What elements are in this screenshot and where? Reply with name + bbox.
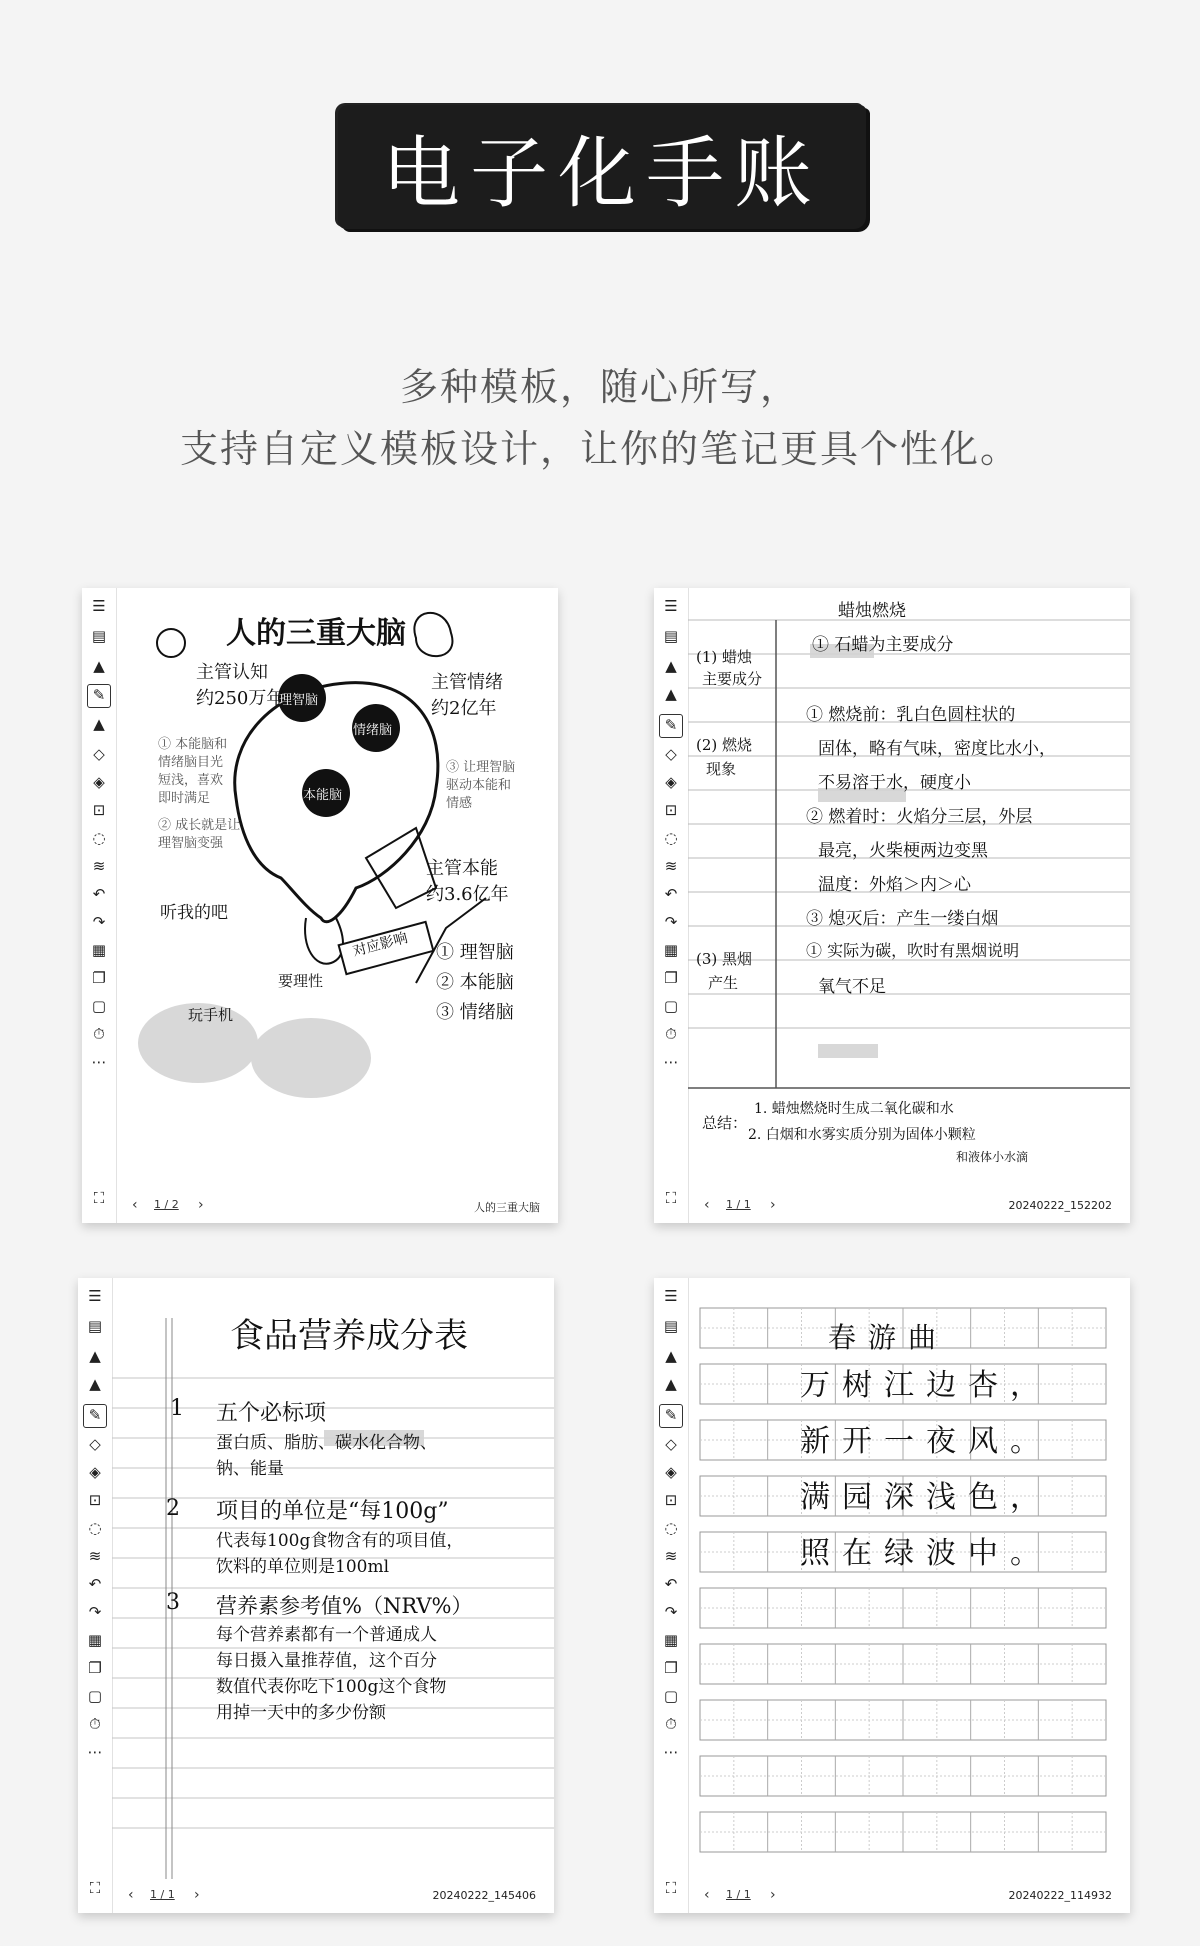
note-canvas[interactable] <box>112 1278 554 1879</box>
page-indicator[interactable]: 1 / 1 <box>726 1198 751 1211</box>
more-icon[interactable]: ⋯ <box>663 1053 679 1071</box>
undo-icon[interactable]: ↶ <box>88 1575 102 1593</box>
select-icon[interactable]: ◌ <box>664 1519 678 1537</box>
select-icon[interactable]: ◌ <box>664 829 678 847</box>
layers-icon[interactable]: ≋ <box>88 1547 102 1565</box>
note-text: 1. 蜡烛燃烧时生成二氧化碳和水 <box>754 1101 954 1117</box>
note-text: 主要成分 <box>702 670 763 688</box>
template-icon[interactable]: ▦ <box>87 1631 103 1649</box>
copy-icon[interactable]: ❐ <box>92 969 106 987</box>
lasso-icon[interactable]: ⊡ <box>92 801 106 819</box>
marker-icon[interactable]: ▲ <box>89 1375 101 1393</box>
note-text: 数值代表你吃下100g这个食物 <box>216 1677 447 1697</box>
page-footer <box>112 1879 554 1913</box>
template-icon[interactable]: ▦ <box>663 1631 679 1649</box>
note-text: 听我的吧 <box>160 903 228 923</box>
marker-icon[interactable]: ▲ <box>93 715 105 733</box>
select-icon[interactable]: ◌ <box>92 829 106 847</box>
note-text: 主管认知 <box>196 662 268 683</box>
note-text: 代表每100g食物含有的项目值， <box>216 1531 464 1551</box>
note-text: ② 燃着时：火焰分三层，外层 <box>806 807 1033 827</box>
menu-icon[interactable]: ☰ <box>664 1287 678 1305</box>
note-text: 固体，略有气味，密度比水小， <box>818 739 1056 759</box>
poem-line: 万树江边杏， <box>800 1368 1052 1403</box>
note-text: 短浅，喜欢 <box>158 773 224 788</box>
note-text: 温度：外焰＞内＞心 <box>818 875 971 895</box>
brush-icon[interactable]: ✎ <box>87 684 111 708</box>
page-icon[interactable]: ▢ <box>663 1687 679 1705</box>
note-text: ② 本能脑 <box>436 972 514 993</box>
page-footer <box>116 1189 558 1223</box>
note-canvas[interactable] <box>688 588 1130 1189</box>
toolbar <box>82 588 117 1223</box>
note-text: 蛋白质、脂肪、碳水化合物、 <box>216 1433 437 1453</box>
menu-icon[interactable]: ☰ <box>664 597 678 615</box>
copy-icon[interactable]: ❐ <box>664 1659 678 1677</box>
note-text: 主管情绪 <box>431 672 503 693</box>
undo-icon[interactable]: ↶ <box>664 885 678 903</box>
note-text: ① 燃烧前：乳白色圆柱状的 <box>806 705 1016 725</box>
subtitle-line-1: 多种模板，随心所写， <box>399 365 800 409</box>
select-icon[interactable]: ◌ <box>88 1519 102 1537</box>
undo-icon[interactable]: ↶ <box>664 1575 678 1593</box>
note-canvas[interactable] <box>116 588 558 1189</box>
poem-line: 照在绿波中。 <box>800 1536 1052 1571</box>
note-text: ① 本能脑和 <box>158 737 228 752</box>
eraser-icon[interactable]: ◇ <box>93 745 105 763</box>
timer-icon[interactable]: ⏱ <box>665 1715 677 1733</box>
note-text: 情感 <box>446 796 473 811</box>
note-text: 约2亿年 <box>431 698 497 719</box>
layers-icon[interactable]: ≋ <box>92 857 106 875</box>
more-icon[interactable]: ⋯ <box>87 1743 103 1761</box>
toolbar <box>654 588 689 1223</box>
note-text: 不易溶于水，硬度小 <box>818 773 971 793</box>
list-icon[interactable]: ▤ <box>663 1317 679 1335</box>
note-text: ③ 熄灭后：产生一缕白烟 <box>806 909 999 929</box>
pen-icon[interactable]: ▲ <box>89 1347 101 1365</box>
note-text: 总结： <box>702 1114 748 1132</box>
copy-icon[interactable]: ❐ <box>664 969 678 987</box>
page-icon[interactable]: ▢ <box>87 1687 103 1705</box>
file-name: 人的三重大脑 <box>474 1201 540 1214</box>
timer-icon[interactable]: ⏱ <box>89 1715 101 1733</box>
note-text: ② 成长就是让 <box>158 818 241 833</box>
lasso-icon[interactable]: ⊡ <box>88 1491 102 1509</box>
note-text: 产生 <box>708 974 739 992</box>
note-text: ③ 情绪脑 <box>436 1002 514 1023</box>
layers-icon[interactable]: ≋ <box>664 1547 678 1565</box>
note-title: 蜡烛燃烧 <box>838 601 906 621</box>
note-canvas[interactable] <box>688 1278 1130 1879</box>
note-text: ③ 让理智脑 <box>446 760 516 775</box>
ruled-template <box>112 1278 554 1879</box>
note-text: ① 实际为碳，吹时有黑烟说明 <box>806 941 1020 960</box>
page-icon[interactable]: ▢ <box>663 997 679 1015</box>
redo-icon[interactable]: ↷ <box>92 913 106 931</box>
eraser-stroke-icon[interactable]: ◈ <box>665 773 677 791</box>
title-banner <box>338 105 866 229</box>
eraser-stroke-icon[interactable]: ◈ <box>93 773 105 791</box>
note-text: 情绪脑目光 <box>158 755 224 770</box>
poem-title: 春游曲 <box>828 1321 949 1354</box>
list-icon[interactable]: ▤ <box>87 1317 103 1335</box>
note-text: (2) 燃烧 <box>696 736 753 754</box>
note-text: 对应影响 <box>351 929 410 960</box>
note-text: 2 <box>166 1496 180 1521</box>
list-icon[interactable]: ▤ <box>663 627 679 645</box>
note-card-poem[interactable] <box>654 1278 1130 1913</box>
note-text: 项目的单位是“每100g” <box>216 1499 449 1524</box>
fullscreen-icon[interactable]: ⛶ <box>93 1189 105 1207</box>
page-title: 电子化手账 <box>381 129 822 219</box>
note-text: 最亮，火柴梗两边变黑 <box>818 841 988 861</box>
note-text: 现象 <box>706 760 737 778</box>
undo-icon[interactable]: ↶ <box>92 885 106 903</box>
note-text: 理智脑变强 <box>158 836 224 851</box>
note-text: ① 石蜡为主要成分 <box>812 635 954 655</box>
fullscreen-icon[interactable]: ⛶ <box>665 1189 677 1207</box>
redo-icon[interactable]: ↷ <box>88 1603 102 1621</box>
note-card-brain[interactable] <box>82 588 558 1223</box>
marker-icon[interactable]: ▲ <box>665 1375 677 1393</box>
prev-page-icon[interactable]: ‹ <box>132 1197 138 1213</box>
eraser-icon[interactable]: ◇ <box>89 1435 101 1453</box>
note-card-candle[interactable] <box>654 588 1130 1223</box>
fullscreen-icon[interactable]: ⛶ <box>665 1879 677 1897</box>
prev-page-icon[interactable]: ‹ <box>704 1197 710 1213</box>
lasso-icon[interactable]: ⊡ <box>664 801 678 819</box>
prev-page-icon[interactable]: ‹ <box>704 1887 710 1903</box>
note-text: 营养素参考值%（NRV%） <box>216 1594 473 1618</box>
note-label: 情绪脑 <box>353 723 393 738</box>
note-text: 每个营养素都有一个普通成人 <box>216 1625 437 1645</box>
note-text: 要理性 <box>278 972 324 990</box>
redo-icon[interactable]: ↷ <box>664 1603 678 1621</box>
page-icon[interactable]: ▢ <box>91 997 107 1015</box>
brush-icon[interactable]: ✎ <box>659 714 683 738</box>
fullscreen-icon[interactable]: ⛶ <box>89 1879 101 1897</box>
eraser-stroke-icon[interactable]: ◈ <box>665 1463 677 1481</box>
note-text: 约3.6亿年 <box>426 884 509 905</box>
template-icon[interactable]: ▦ <box>663 941 679 959</box>
note-text: 氧气不足 <box>818 977 886 997</box>
more-icon[interactable]: ⋯ <box>663 1743 679 1761</box>
next-page-icon[interactable]: › <box>194 1887 200 1903</box>
note-text: 1 <box>170 1396 184 1421</box>
page-indicator[interactable]: 1 / 2 <box>154 1198 179 1211</box>
note-text: 3 <box>166 1590 180 1615</box>
toolbar <box>654 1278 689 1913</box>
redo-icon[interactable]: ↷ <box>664 913 678 931</box>
note-card-nutrition[interactable] <box>78 1278 554 1913</box>
pen-icon[interactable]: ▲ <box>665 657 677 675</box>
note-text: 五个必标项 <box>216 1401 327 1426</box>
note-text: 约250万年 <box>196 688 285 709</box>
brush-icon[interactable]: ✎ <box>659 1404 683 1428</box>
note-text: 驱动本能和 <box>446 778 512 793</box>
note-title: 食品营养成分表 <box>230 1316 468 1356</box>
timer-icon[interactable]: ⏱ <box>93 1025 105 1043</box>
list-icon[interactable]: ▤ <box>91 627 107 645</box>
note-text: 主管本能 <box>426 858 498 879</box>
note-text: (3) 黑烟 <box>696 950 753 968</box>
menu-icon[interactable]: ☰ <box>92 597 106 615</box>
note-text: (1) 蜡烛 <box>696 648 753 666</box>
note-text: 即时满足 <box>158 791 211 806</box>
eraser-stroke-icon[interactable]: ◈ <box>89 1463 101 1481</box>
note-text: 用掉一天中的多少份额 <box>216 1703 386 1723</box>
file-name: 20240222_114932 <box>1008 1889 1112 1902</box>
menu-icon[interactable]: ☰ <box>88 1287 102 1305</box>
pen-icon[interactable]: ▲ <box>665 1347 677 1365</box>
marker-icon[interactable]: ▲ <box>665 685 677 703</box>
next-page-icon[interactable]: › <box>770 1887 776 1903</box>
note-text: 和液体小水滴 <box>956 1150 1029 1164</box>
note-text: 每日摄入量推荐值，这个百分 <box>216 1651 437 1671</box>
note-text: 钠、能量 <box>216 1459 284 1479</box>
note-text: ① 理智脑 <box>436 942 514 963</box>
brush-icon[interactable]: ✎ <box>83 1404 107 1428</box>
next-page-icon[interactable]: › <box>198 1197 204 1213</box>
file-name: 20240222_152202 <box>1008 1199 1112 1212</box>
subtitle-line-2: 支持自定义模板设计，让你的笔记更具个性化。 <box>179 427 1020 471</box>
note-label: 理智脑 <box>279 693 319 708</box>
prev-page-icon[interactable]: ‹ <box>128 1887 134 1903</box>
toolbar <box>78 1278 113 1913</box>
note-title: 人的三重大脑 <box>226 616 406 651</box>
poem-line: 满园深浅色， <box>800 1480 1052 1515</box>
template-icon[interactable]: ▦ <box>91 941 107 959</box>
eraser-icon[interactable]: ◇ <box>665 745 677 763</box>
eraser-icon[interactable]: ◇ <box>665 1435 677 1453</box>
layers-icon[interactable]: ≋ <box>664 857 678 875</box>
page-indicator[interactable]: 1 / 1 <box>150 1888 175 1901</box>
copy-icon[interactable]: ❐ <box>88 1659 102 1677</box>
note-text: 2. 白烟和水雾实质分别为固体小颗粒 <box>748 1127 976 1143</box>
page-indicator[interactable]: 1 / 1 <box>726 1888 751 1901</box>
timer-icon[interactable]: ⏱ <box>665 1025 677 1043</box>
note-text: 玩手机 <box>188 1006 234 1024</box>
pen-icon[interactable]: ▲ <box>93 657 105 675</box>
page-footer <box>688 1189 1130 1223</box>
page-footer <box>688 1879 1130 1913</box>
note-text: 饮料的单位则是100ml <box>216 1557 390 1577</box>
lasso-icon[interactable]: ⊡ <box>664 1491 678 1509</box>
poem-line: 新开一夜风。 <box>800 1424 1052 1459</box>
note-label: 本能脑 <box>303 788 343 803</box>
file-name: 20240222_145406 <box>432 1889 536 1902</box>
more-icon[interactable]: ⋯ <box>91 1053 107 1071</box>
next-page-icon[interactable]: › <box>770 1197 776 1213</box>
